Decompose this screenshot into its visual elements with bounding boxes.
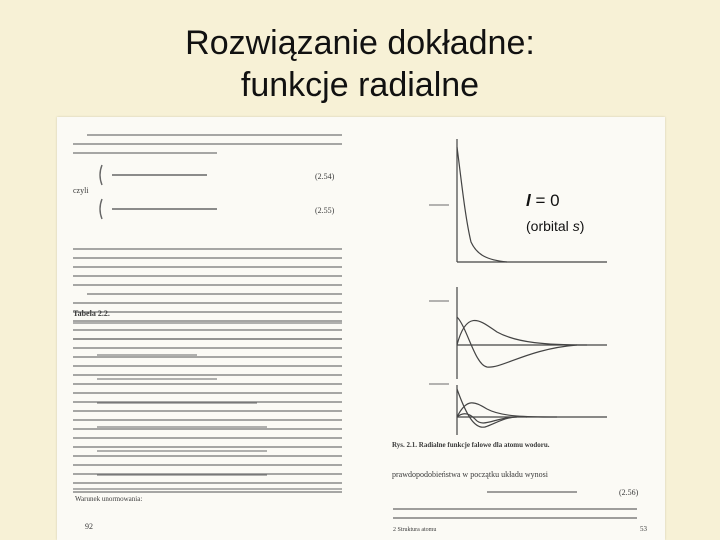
bottom-text: prawdopodobieństwa w początku układu wynosi [392, 470, 548, 479]
slide-title [0, 22, 720, 106]
footer-left: Warunek unormowania: [75, 495, 143, 503]
orbital-symbol: s [572, 218, 580, 234]
figure-caption: Rys. 2.1. Radialne funkcje falowe dla atomu wodoru. [392, 441, 550, 449]
orbital-s-label [526, 216, 626, 236]
radial-plots [457, 139, 607, 435]
scan-drawing [57, 117, 665, 540]
plot-axis-labels [429, 205, 449, 384]
l-symbol: l [526, 191, 531, 210]
page-number-left: 92 [85, 522, 93, 531]
equation-256 [393, 492, 637, 518]
word-czyli: czyli [73, 186, 89, 195]
slide-title-line-1: Rozwiązanie dokładne: [185, 24, 535, 62]
eq-number-255: (2.55) [315, 206, 335, 215]
table-label: Tabela 2.2. [73, 309, 110, 318]
page-number-right: 53 [640, 525, 647, 533]
left-column-text [73, 135, 342, 492]
footer-right: 2 Struktura atomu [393, 527, 437, 533]
scanned-textbook-page [57, 117, 665, 540]
equals-zero: = 0 [530, 191, 560, 210]
orbital-suffix: ) [579, 218, 585, 234]
l-equals-zero [526, 190, 626, 212]
eq-number-254: (2.54) [315, 172, 335, 181]
orbital-annotation [526, 190, 626, 236]
orbital-prefix: (orbital [526, 218, 573, 234]
slide-title-line-2: funkcje radialne [240, 66, 480, 104]
eq-number-256: (2.56) [619, 488, 639, 497]
equation-block [100, 165, 217, 219]
